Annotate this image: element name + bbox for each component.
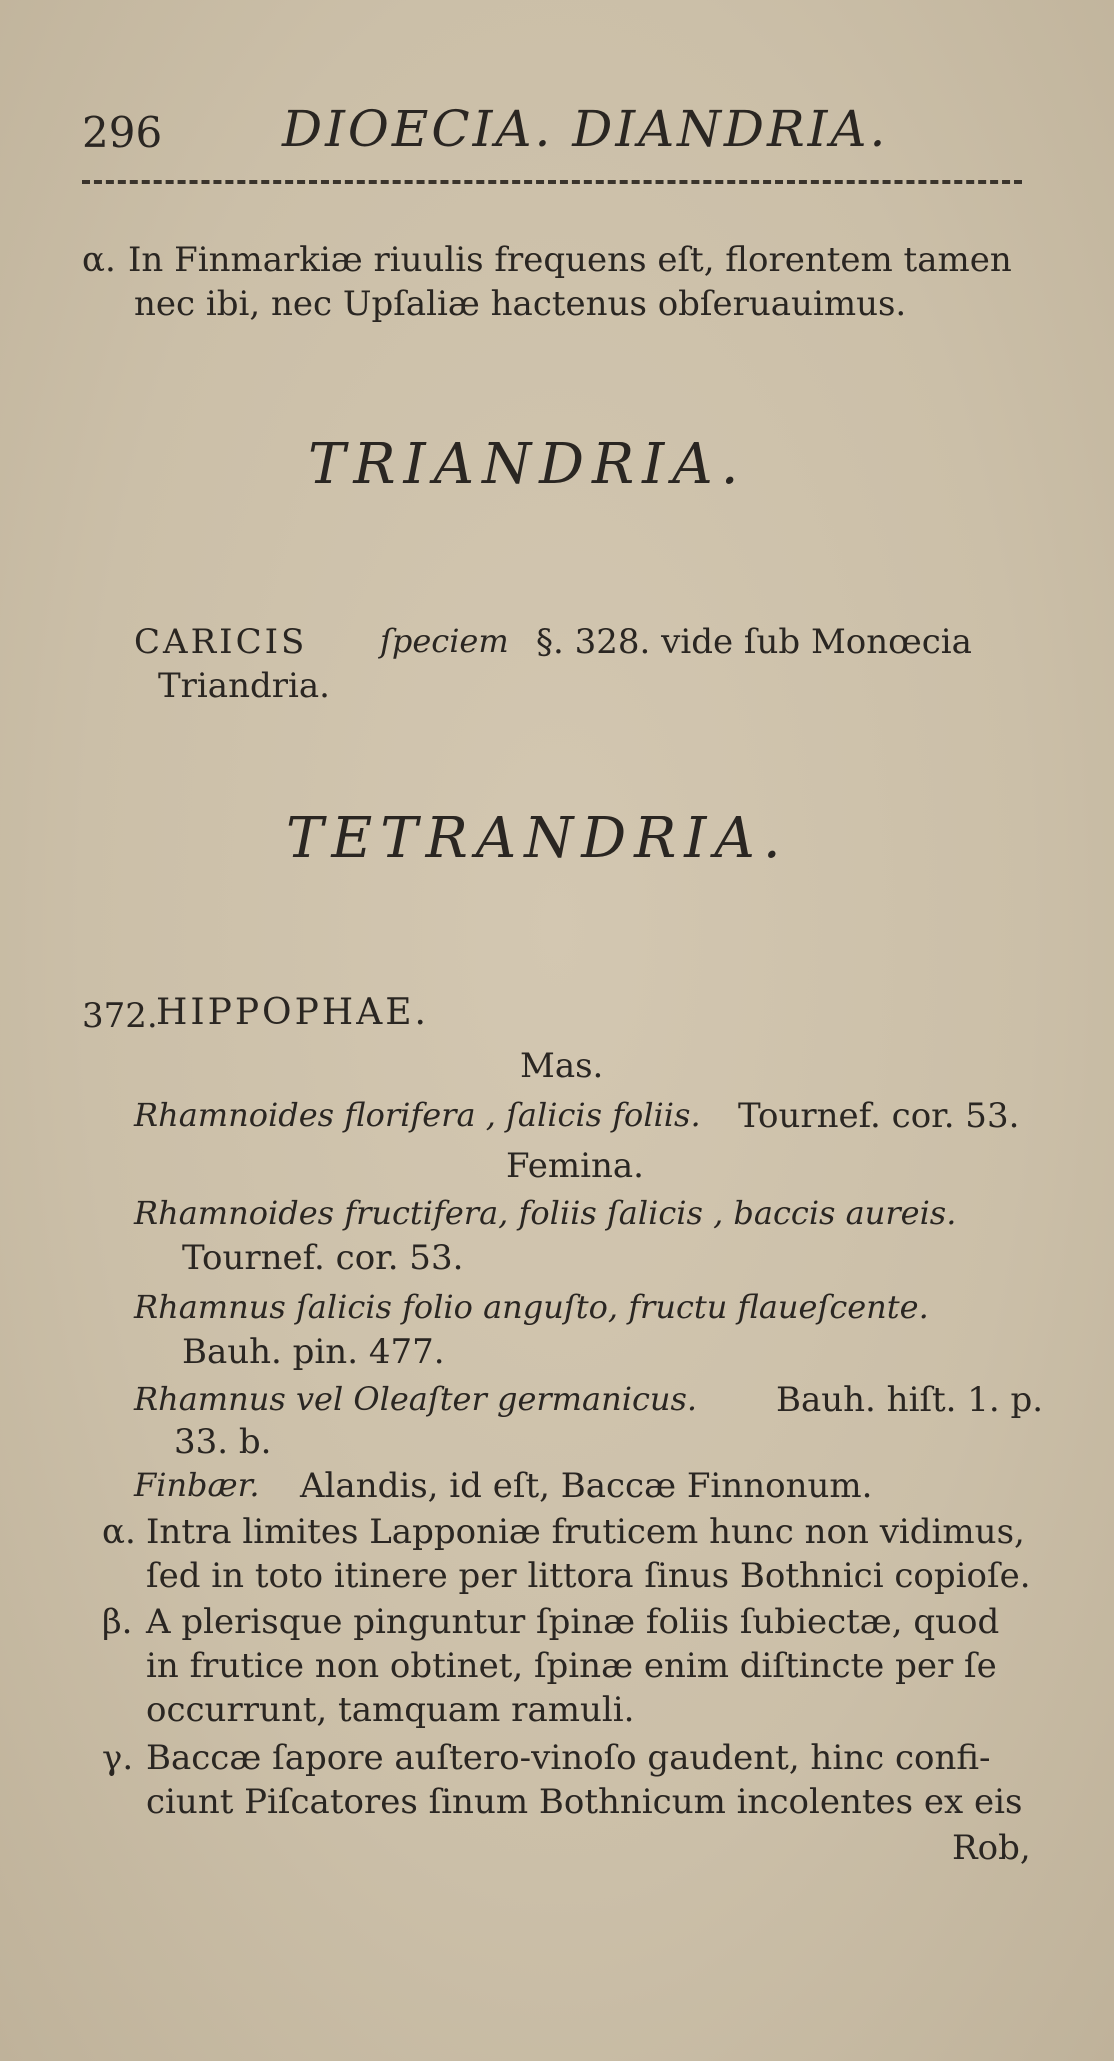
section-title-tetrandria: TETRANDRIA.	[286, 806, 789, 871]
synonym-1: Rhamnoides fructifera, foliis ſalicis , baccis aureis.	[134, 1194, 957, 1232]
intro-note-marker: α.	[82, 240, 116, 280]
synonym-1-reference: Tournef. cor. 53.	[182, 1238, 464, 1278]
mas-label: Mas.	[520, 1046, 604, 1086]
note-beta-line3: occurrunt, tamquam ramuli.	[146, 1690, 635, 1730]
section-title-triandria: TRIANDRIA.	[308, 432, 747, 497]
finbaer-name: Finbær.	[134, 1466, 260, 1504]
header-rule	[82, 180, 1022, 184]
caricis-reference: §. 328. vide ſub Monœcia	[536, 622, 972, 662]
caricis-line2: Triandria.	[158, 666, 330, 706]
note-alpha-line1: Intra limites Lapponiæ fruticem hunc non vidimus,	[146, 1512, 1025, 1552]
mas-reference: Tournef. cor. 53.	[738, 1096, 1020, 1136]
finbaer-gloss: Alandis, id eſt, Baccæ Finnonum.	[300, 1466, 873, 1506]
caricis-speciem: ſpeciem	[380, 622, 509, 660]
note-gamma-line1: Baccæ ſapore auſtero-vinoſo gaudent, hinc confi-	[146, 1738, 991, 1778]
entry-number: 372.	[82, 996, 158, 1036]
page-number: 296	[82, 108, 163, 157]
femina-label: Femina.	[506, 1146, 644, 1186]
note-alpha-line2: ſed in toto itinere per littora ſinus Bothnici copioſe.	[146, 1556, 1031, 1596]
note-alpha-marker: α.	[102, 1512, 136, 1552]
note-beta-line1: A plerisque pinguntur ſpinæ foliis ſubiectæ, quod	[146, 1602, 1000, 1642]
note-gamma-line2: ciunt Piſcatores ſinum Bothnicum incolentes ex eis	[146, 1782, 1023, 1822]
synonym-3: Rhamnus vel Oleaſter germanicus.	[134, 1380, 698, 1418]
intro-note-line1: In Finmarkiæ riuulis frequens eſt, florentem tamen	[128, 240, 1012, 280]
caricis-name: CARICIS	[134, 622, 308, 662]
mas-synonym: Rhamnoides florifera , ſalicis foliis.	[134, 1096, 701, 1134]
catchword: Rob,	[952, 1828, 1031, 1868]
synonym-2: Rhamnus ſalicis folio anguſto, fructu flaueſcente.	[134, 1288, 929, 1326]
synonym-3-reference-cont: 33. b.	[174, 1422, 272, 1462]
note-beta-marker: β.	[102, 1602, 133, 1642]
synonym-2-reference: Bauh. pin. 477.	[182, 1332, 445, 1372]
intro-note-line2: nec ibi, nec Upſaliæ hactenus obſeruauimus.	[134, 284, 907, 324]
entry-genus: HIPPOPHAE.	[156, 992, 429, 1033]
note-gamma-marker: γ.	[102, 1738, 134, 1778]
running-title: DIOECIA. DIANDRIA.	[282, 100, 889, 158]
synonym-3-reference: Bauh. hiſt. 1. p.	[776, 1380, 1044, 1420]
note-beta-line2: in frutice non obtinet, ſpinæ enim diſtincte per ſe	[146, 1646, 997, 1686]
